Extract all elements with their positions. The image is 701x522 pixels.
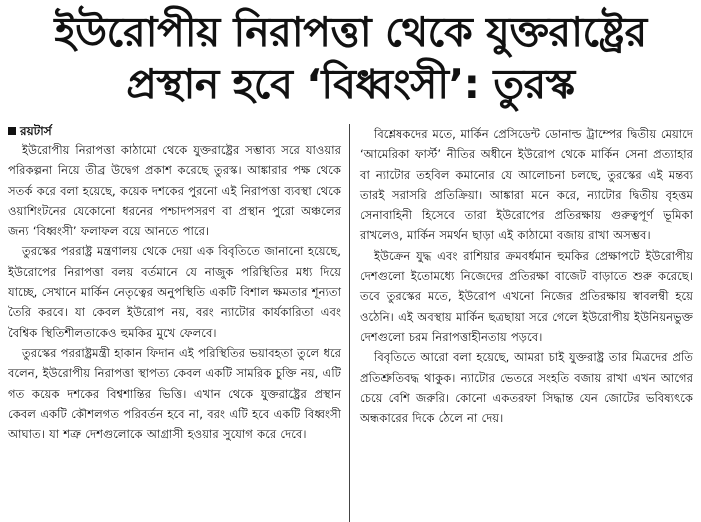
headline xyxy=(8,6,693,110)
headline-line-1: ইউরোপীয় নিরাপত্তা থেকে যুক্তরাষ্ট্রের xyxy=(54,8,647,56)
byline xyxy=(8,124,341,139)
paragraph: তুরস্কের পররাষ্ট্রমন্ত্রী হাকান ফিদান এই পরিস্থিতির ভয়াবহতা তুলে ধরে বলেন, ইউরোপীয় নিরাপত্তা স্থাপত্য কেবল একটি সামরিক চুক্তি নয়, এটি গত কয়েক দশকের বিশ্বশান্তির ভিত্তি। এখান থেকে যুক্তরাষ্ট্রের প্রস্থান কেবল একটি কৌশলগত পরিবর্তন হবে না, বরং এটি হবে একটি বিধ্বংসী আঘাত। যা শত্রু দেশগুলোকে আগ্রাসী হওয়ার সুযোগ করে দেবে। xyxy=(8,345,341,442)
paragraph: তুরস্কের পররাষ্ট্র মন্ত্রণালয় থেকে দেয়া এক বিবৃতিতে জানানো হয়েছে, ইউরোপের নিরাপত্তা বলয় বর্তমানে যে নাজুক পরিস্থিতির মধ্য দিয়ে যাচ্ছে, সেখানে মার্কিন নেতৃত্বের অনুপস্থিতি একটি বিশাল ক্ষমতার শূন্যতা তৈরি করবে। যা কেবল ইউরোপ নয়, বরং ন্যাটোর কার্যকারিতা এবং বৈশ্বিক স্থিতিশীলতাকেও হুমকির মুখে ফেলবে। xyxy=(8,244,341,340)
article-body xyxy=(8,124,693,522)
paragraph: বিবৃতিতে আরো বলা হয়েছে, আমরা চাই যুক্তরাষ্ট্র তার মিত্রদের প্রতি প্রতিশ্রুতিবদ্ধ থাকুক। ন্যাটোর ভেতরে সংহতি বজায় রাখা এখন আগের চেয়ে বেশি জরুরি। কোনো একতরফা সিদ্ধান্ত যেন জোটের ভবিষ্যৎকে অন্ধকারের দিকে ঠেলে না দেয়। xyxy=(360,350,693,426)
paragraph: ইউরোপীয় নিরাপত্তা কাঠামো থেকে যুক্তরাষ্ট্রের সম্ভাব্য সরে যাওয়ার পরিকল্পনা নিয়ে তীব্র উদ্বেগ প্রকাশ করেছে তুরস্ক। আঙ্কারার পক্ষ থেকে সতর্ক করে বলা হয়েছে, কয়েক দশকের পুরনো এই নিরাপত্তা ব্যবস্থা থেকে ওয়াশিংটনের যেকোনো ধরনের পশ্চাদপসরণ বা প্রস্থান পুরো অঞ্চলের জন্য ‘বিধ্বংসী’ ফলাফল বয়ে আনতে পারে। xyxy=(8,143,341,239)
square-bullet-icon xyxy=(8,127,16,135)
left-column xyxy=(8,124,349,522)
headline-line-2: প্রস্থান হবে ‘বিধ্বংসী’: তুরস্ক xyxy=(126,60,575,108)
byline-text: রয়টার্স xyxy=(20,124,52,138)
paragraph: বিশ্লেষকদের মতে, মার্কিন প্রেসিডেন্ট ডোনাল্ড ট্রাম্পের দ্বিতীয় মেয়াদে ‘আমেরিকা ফার্স্ট’ নীতির অধীনে ইউরোপ থেকে মার্কিন সেনা প্রত্যাহার বা ন্যাটোর তহবিল কমানোর যে আলোচনা চলছে, তুরস্কের এই মন্তব্য তারই সরাসরি প্রতিক্রিয়া। আঙ্কারা মনে করে, ন্যাটোর দ্বিতীয় বৃহত্তম সেনাবাহিনী হিসেবে তারা ইউরোপের প্রতিরক্ষায় গুরুত্বপূর্ণ ভূমিকা রাখলেও, মার্কিন সমর্থন ছাড়া এই কাঠামো বজায় রাখা অসম্ভব। xyxy=(360,127,693,243)
paragraph: ইউক্রেন যুদ্ধ এবং রাশিয়ার ক্রমবর্ধমান হুমকির প্রেক্ষাপটে ইউরোপীয় দেশগুলো ইতোমধ্যে নিজেদের প্রতিরক্ষা বাজেট বাড়াতে শুরু করেছে। তবে তুরস্কের মতে, ইউরোপ এখনো নিজের প্রতিরক্ষায় স্বাবলম্বী হয়ে ওঠেনি। এই অবস্থায় মার্কিন ছত্রছায়া সরে গেলে ইউরোপীয় ইউনিয়নভুক্ত দেশগুলো চরম নিরাপত্তাহীনতায় পড়বে। xyxy=(360,248,693,344)
right-column xyxy=(349,124,693,522)
